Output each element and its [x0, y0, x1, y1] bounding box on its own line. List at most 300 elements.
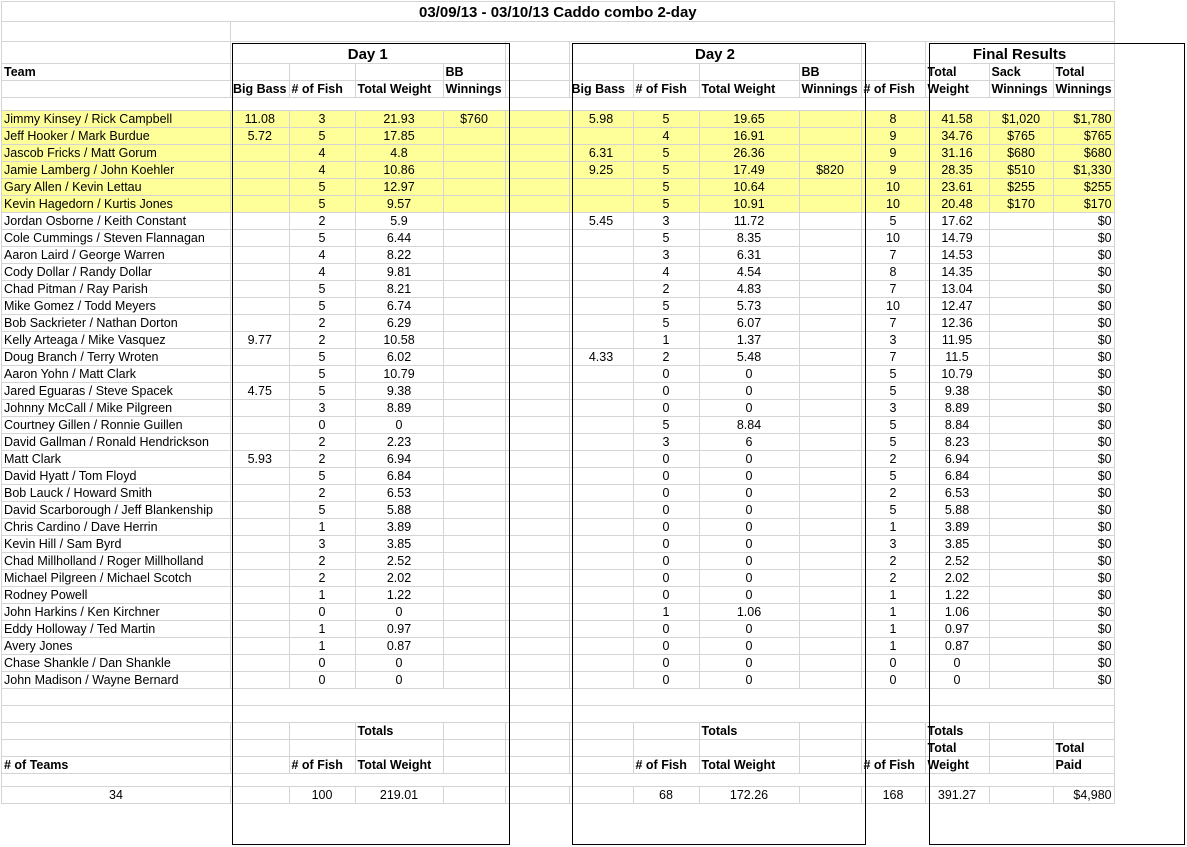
d2-big-bass-cell[interactable]	[569, 519, 633, 536]
final-weight-cell[interactable]: 34.76	[925, 128, 989, 145]
final-weight-cell[interactable]: 6.84	[925, 468, 989, 485]
total-winnings-cell[interactable]: $0	[1053, 434, 1114, 451]
total-winnings-cell[interactable]: $0	[1053, 349, 1114, 366]
sack-winnings-cell[interactable]	[989, 570, 1053, 587]
sack-header-top[interactable]: Sack	[989, 64, 1053, 81]
total-winnings-cell[interactable]: $0	[1053, 553, 1114, 570]
d1-fish-cell[interactable]: 3	[289, 536, 355, 553]
d2-bb-winnings-cell[interactable]	[799, 332, 861, 349]
final-weight-cell[interactable]: 12.47	[925, 298, 989, 315]
total-winnings-cell[interactable]: $0	[1053, 264, 1114, 281]
d1-weight-cell[interactable]: 6.53	[355, 485, 443, 502]
d2-bb-winnings-cell[interactable]	[799, 519, 861, 536]
d2-weight-cell[interactable]: 26.36	[699, 145, 799, 162]
sheet-title[interactable]: 03/09/13 - 03/10/13 Caddo combo 2-day	[2, 2, 1115, 22]
sack-winnings-cell[interactable]	[989, 417, 1053, 434]
d1-weight-cell[interactable]: 21.93	[355, 111, 443, 128]
d1-weight-cell[interactable]: 1.22	[355, 587, 443, 604]
d2-weight-cell[interactable]: 0	[699, 655, 799, 672]
d1-bb-winnings-cell[interactable]	[443, 587, 505, 604]
total-winnings-cell[interactable]: $0	[1053, 485, 1114, 502]
final-fish-cell[interactable]: 10	[861, 230, 925, 247]
d1-big-bass-cell[interactable]	[231, 230, 290, 247]
d2-weight-cell[interactable]: 0	[699, 400, 799, 417]
team-name-cell[interactable]: Jordan Osborne / Keith Constant	[2, 213, 231, 230]
d1-fish-cell[interactable]: 3	[289, 400, 355, 417]
d1-weight-cell[interactable]: 5.9	[355, 213, 443, 230]
final-weight-cell[interactable]: 10.79	[925, 366, 989, 383]
d1-fish-cell[interactable]: 2	[289, 332, 355, 349]
d1-bb-winnings-cell[interactable]	[443, 553, 505, 570]
d1-fish-cell[interactable]: 5	[289, 128, 355, 145]
d2-weight-cell[interactable]: 0	[699, 383, 799, 400]
d1-big-bass-cell[interactable]	[231, 247, 290, 264]
d2-big-bass-cell[interactable]	[569, 502, 633, 519]
final-fish-cell[interactable]: 5	[861, 213, 925, 230]
d2-fish-cell[interactable]: 0	[633, 468, 699, 485]
d2-weight-cell[interactable]: 10.91	[699, 196, 799, 213]
final-weight-cell[interactable]: 5.88	[925, 502, 989, 519]
d1-weight-cell[interactable]: 6.84	[355, 468, 443, 485]
d2-bb-winnings-cell[interactable]	[799, 451, 861, 468]
total-winnings-cell[interactable]: $0	[1053, 400, 1114, 417]
d2-total-weight-label[interactable]: Total Weight	[699, 757, 799, 774]
final-totals-label[interactable]: Totals	[925, 723, 989, 740]
d2-weight-cell[interactable]: 0	[699, 502, 799, 519]
d2-fish-cell[interactable]: 0	[633, 536, 699, 553]
d1-fish-header[interactable]: # of Fish	[289, 81, 355, 98]
d2-fish-cell[interactable]: 5	[633, 298, 699, 315]
d2-fish-cell[interactable]: 0	[633, 502, 699, 519]
d1-bb-winnings-cell[interactable]	[443, 349, 505, 366]
total-winnings-header-top[interactable]: Total	[1053, 64, 1114, 81]
final-weight-header[interactable]: Weight	[925, 81, 989, 98]
d2-big-bass-cell[interactable]	[569, 230, 633, 247]
final-weight-cell[interactable]: 12.36	[925, 315, 989, 332]
team-name-cell[interactable]: David Gallman / Ronald Hendrickson	[2, 434, 231, 451]
d1-weight-cell[interactable]: 0	[355, 604, 443, 621]
d1-big-bass-cell[interactable]	[231, 213, 290, 230]
d2-big-bass-cell[interactable]	[569, 434, 633, 451]
spacer-cell[interactable]	[505, 621, 569, 638]
d2-weight-cell[interactable]: 4.54	[699, 264, 799, 281]
sack-winnings-cell[interactable]	[989, 315, 1053, 332]
num-teams-label[interactable]: # of Teams	[2, 757, 231, 774]
d2-big-bass-cell[interactable]	[569, 587, 633, 604]
spacer-cell[interactable]	[505, 315, 569, 332]
d1-bb-winnings-cell[interactable]	[443, 417, 505, 434]
d2-bb-winnings-cell[interactable]	[799, 230, 861, 247]
d1-weight-cell[interactable]: 8.22	[355, 247, 443, 264]
d2-fish-cell[interactable]: 2	[633, 281, 699, 298]
final-fish-cell[interactable]: 2	[861, 570, 925, 587]
final-fish-cell[interactable]: 8	[861, 111, 925, 128]
d2-big-bass-cell[interactable]	[569, 604, 633, 621]
d2-big-bass-cell[interactable]	[569, 264, 633, 281]
d2-fish-cell[interactable]: 0	[633, 553, 699, 570]
d2-fish-cell[interactable]: 0	[633, 383, 699, 400]
d1-bb-winnings-cell[interactable]	[443, 519, 505, 536]
d1-bb-winnings-cell[interactable]	[443, 366, 505, 383]
sack-winnings-cell[interactable]	[989, 502, 1053, 519]
d1-bb-winnings-cell[interactable]	[443, 621, 505, 638]
spacer-cell[interactable]	[505, 485, 569, 502]
d2-weight-cell[interactable]: 6.07	[699, 315, 799, 332]
final-weight-cell[interactable]: 8.23	[925, 434, 989, 451]
d1-weight-cell[interactable]: 10.58	[355, 332, 443, 349]
d1-weight-cell[interactable]: 12.97	[355, 179, 443, 196]
total-winnings-cell[interactable]: $0	[1053, 638, 1114, 655]
spacer-cell[interactable]	[505, 366, 569, 383]
team-name-cell[interactable]: Avery Jones	[2, 638, 231, 655]
d2-weight-cell[interactable]: 10.64	[699, 179, 799, 196]
d2-big-bass-cell[interactable]	[569, 400, 633, 417]
total-winnings-cell[interactable]: $0	[1053, 621, 1114, 638]
d1-big-bass-cell[interactable]: 9.77	[231, 332, 290, 349]
final-weight-cell[interactable]: 8.89	[925, 400, 989, 417]
d2-bb-winnings-cell[interactable]	[799, 196, 861, 213]
d2-total-weight-value[interactable]: 172.26	[699, 787, 799, 804]
final-weight-cell[interactable]: 11.5	[925, 349, 989, 366]
final-fish-cell[interactable]: 7	[861, 349, 925, 366]
d1-fish-cell[interactable]: 3	[289, 111, 355, 128]
team-name-cell[interactable]: Kelly Arteaga / Mike Vasquez	[2, 332, 231, 349]
team-name-cell[interactable]: Jared Eguaras / Steve Spacek	[2, 383, 231, 400]
sack-winnings-cell[interactable]	[989, 519, 1053, 536]
final-weight-cell[interactable]: 1.22	[925, 587, 989, 604]
sack-winnings-cell[interactable]	[989, 655, 1053, 672]
total-winnings-cell[interactable]: $1,780	[1053, 111, 1114, 128]
final-fish-cell[interactable]: 1	[861, 638, 925, 655]
d2-fish-cell[interactable]: 0	[633, 485, 699, 502]
spacer-cell[interactable]	[505, 298, 569, 315]
d1-weight-cell[interactable]: 0.87	[355, 638, 443, 655]
d2-big-bass-cell[interactable]	[569, 383, 633, 400]
spacer-cell[interactable]	[505, 434, 569, 451]
d1-big-bass-cell[interactable]	[231, 196, 290, 213]
d1-big-bass-cell[interactable]	[231, 519, 290, 536]
spacer-cell[interactable]	[505, 179, 569, 196]
sack-winnings-cell[interactable]	[989, 451, 1053, 468]
total-winnings-cell[interactable]: $170	[1053, 196, 1114, 213]
final-fish-cell[interactable]: 9	[861, 145, 925, 162]
d2-big-bass-cell[interactable]: 5.98	[569, 111, 633, 128]
d2-bb-winnings-cell[interactable]	[799, 264, 861, 281]
final-fish-cell[interactable]: 3	[861, 400, 925, 417]
d2-big-bass-cell[interactable]	[569, 179, 633, 196]
sack-winnings-cell[interactable]	[989, 468, 1053, 485]
team-name-cell[interactable]: Mike Gomez / Todd Meyers	[2, 298, 231, 315]
spacer-cell[interactable]	[505, 536, 569, 553]
final-weight-cell[interactable]: 0	[925, 672, 989, 689]
d2-big-bass-cell[interactable]	[569, 621, 633, 638]
total-winnings-cell[interactable]: $765	[1053, 128, 1114, 145]
d1-weight-cell[interactable]: 3.89	[355, 519, 443, 536]
final-weight-cell[interactable]: 23.61	[925, 179, 989, 196]
d1-bb-winnings-cell[interactable]	[443, 230, 505, 247]
spacer-cell[interactable]	[505, 502, 569, 519]
d2-fish-cell[interactable]: 5	[633, 315, 699, 332]
spacer-cell[interactable]	[505, 655, 569, 672]
d2-fish-cell[interactable]: 1	[633, 332, 699, 349]
total-winnings-cell[interactable]: $0	[1053, 536, 1114, 553]
final-total-weight-label[interactable]: Weight	[925, 757, 989, 774]
d1-weight-cell[interactable]: 2.23	[355, 434, 443, 451]
d2-big-bass-cell[interactable]	[569, 247, 633, 264]
sack-winnings-cell[interactable]: $765	[989, 128, 1053, 145]
team-name-cell[interactable]: Gary Allen / Kevin Lettau	[2, 179, 231, 196]
total-winnings-cell[interactable]: $0	[1053, 519, 1114, 536]
team-name-cell[interactable]: Bob Sackrieter / Nathan Dorton	[2, 315, 231, 332]
d2-fish-cell[interactable]: 5	[633, 230, 699, 247]
d2-big-bass-cell[interactable]: 4.33	[569, 349, 633, 366]
d1-bb-winnings-cell[interactable]	[443, 213, 505, 230]
d1-bb-header[interactable]: Winnings	[443, 81, 505, 98]
d1-weight-cell[interactable]: 0.97	[355, 621, 443, 638]
final-weight-cell[interactable]: 13.04	[925, 281, 989, 298]
sack-winnings-cell[interactable]	[989, 672, 1053, 689]
total-winnings-cell[interactable]: $0	[1053, 247, 1114, 264]
d1-weight-cell[interactable]: 8.21	[355, 281, 443, 298]
d1-bb-winnings-cell[interactable]	[443, 315, 505, 332]
d1-bb-header-top[interactable]: BB	[443, 64, 505, 81]
d1-fish-cell[interactable]: 0	[289, 417, 355, 434]
d2-fish-cell[interactable]: 0	[633, 366, 699, 383]
d2-bb-winnings-cell[interactable]	[799, 604, 861, 621]
team-name-cell[interactable]: Jeff Hooker / Mark Burdue	[2, 128, 231, 145]
d1-fish-cell[interactable]: 2	[289, 553, 355, 570]
d2-weight-header[interactable]: Total Weight	[699, 81, 799, 98]
d1-fish-cell[interactable]: 5	[289, 366, 355, 383]
d2-weight-cell[interactable]: 6	[699, 434, 799, 451]
d2-weight-cell[interactable]: 0	[699, 672, 799, 689]
final-fish-cell[interactable]: 3	[861, 536, 925, 553]
d2-bb-winnings-cell[interactable]	[799, 536, 861, 553]
d2-weight-cell[interactable]: 0	[699, 485, 799, 502]
d2-big-bass-cell[interactable]	[569, 570, 633, 587]
final-fish-cell[interactable]: 9	[861, 128, 925, 145]
sack-winnings-cell[interactable]: $680	[989, 145, 1053, 162]
total-winnings-cell[interactable]: $0	[1053, 315, 1114, 332]
team-name-cell[interactable]: Johnny McCall / Mike Pilgreen	[2, 400, 231, 417]
final-total-fish-label[interactable]: # of Fish	[861, 757, 925, 774]
d2-weight-cell[interactable]: 8.84	[699, 417, 799, 434]
d1-bb-winnings-cell[interactable]: $760	[443, 111, 505, 128]
d1-bb-winnings-cell[interactable]	[443, 247, 505, 264]
d2-big-bass-cell[interactable]	[569, 417, 633, 434]
final-fish-cell[interactable]: 5	[861, 468, 925, 485]
team-name-cell[interactable]: David Scarborough / Jeff Blankenship	[2, 502, 231, 519]
d1-weight-cell[interactable]: 2.02	[355, 570, 443, 587]
d1-big-bass-cell[interactable]	[231, 264, 290, 281]
d2-weight-cell[interactable]: 0	[699, 553, 799, 570]
sack-winnings-cell[interactable]	[989, 366, 1053, 383]
d2-weight-cell[interactable]: 5.73	[699, 298, 799, 315]
d2-big-bass-cell[interactable]: 6.31	[569, 145, 633, 162]
d1-weight-cell[interactable]: 0	[355, 672, 443, 689]
d2-big-bass-cell[interactable]: 5.45	[569, 213, 633, 230]
team-name-cell[interactable]: Jimmy Kinsey / Rick Campbell	[2, 111, 231, 128]
d2-fish-cell[interactable]: 0	[633, 638, 699, 655]
d1-fish-cell[interactable]: 2	[289, 570, 355, 587]
d1-total-weight-value[interactable]: 219.01	[355, 787, 443, 804]
d2-fish-cell[interactable]: 1	[633, 604, 699, 621]
sack-winnings-cell[interactable]	[989, 383, 1053, 400]
sack-winnings-cell[interactable]: $170	[989, 196, 1053, 213]
d1-weight-cell[interactable]: 6.44	[355, 230, 443, 247]
d2-bb-winnings-cell[interactable]	[799, 111, 861, 128]
d1-fish-cell[interactable]: 4	[289, 162, 355, 179]
team-name-cell[interactable]: Aaron Laird / George Warren	[2, 247, 231, 264]
sack-winnings-cell[interactable]	[989, 536, 1053, 553]
d2-fish-cell[interactable]: 5	[633, 145, 699, 162]
final-total-fish-value[interactable]: 168	[861, 787, 925, 804]
d2-fish-cell[interactable]: 0	[633, 621, 699, 638]
d2-weight-cell[interactable]: 1.06	[699, 604, 799, 621]
team-name-cell[interactable]: Cody Dollar / Randy Dollar	[2, 264, 231, 281]
total-winnings-header[interactable]: Winnings	[1053, 81, 1114, 98]
d1-big-bass-cell[interactable]	[231, 400, 290, 417]
sack-winnings-cell[interactable]	[989, 298, 1053, 315]
final-fish-cell[interactable]: 3	[861, 332, 925, 349]
spacer-cell[interactable]	[505, 213, 569, 230]
team-name-cell[interactable]: David Hyatt / Tom Floyd	[2, 468, 231, 485]
d2-weight-cell[interactable]: 0	[699, 621, 799, 638]
total-paid-value[interactable]: $4,980	[1053, 787, 1114, 804]
d1-big-bass-cell[interactable]	[231, 281, 290, 298]
d1-weight-cell[interactable]: 0	[355, 417, 443, 434]
final-fish-cell[interactable]: 1	[861, 519, 925, 536]
d1-weight-cell[interactable]: 6.94	[355, 451, 443, 468]
d1-fish-cell[interactable]: 5	[289, 281, 355, 298]
d2-fish-header[interactable]: # of Fish	[633, 81, 699, 98]
team-name-cell[interactable]: John Harkins / Ken Kirchner	[2, 604, 231, 621]
d2-big-bass-header[interactable]: Big Bass	[569, 81, 633, 98]
spacer-cell[interactable]	[505, 196, 569, 213]
sack-winnings-cell[interactable]	[989, 604, 1053, 621]
d1-big-bass-cell[interactable]	[231, 485, 290, 502]
d2-weight-cell[interactable]: 6.31	[699, 247, 799, 264]
d2-weight-cell[interactable]: 0	[699, 519, 799, 536]
d2-big-bass-cell[interactable]	[569, 196, 633, 213]
d2-fish-cell[interactable]: 4	[633, 264, 699, 281]
spacer-cell[interactable]	[505, 468, 569, 485]
team-name-cell[interactable]: Jamie Lamberg / John Koehler	[2, 162, 231, 179]
d1-weight-header[interactable]: Total Weight	[355, 81, 443, 98]
total-winnings-cell[interactable]: $0	[1053, 655, 1114, 672]
team-header[interactable]: Team	[2, 64, 231, 81]
spacer-cell[interactable]	[505, 281, 569, 298]
spacer-cell[interactable]	[505, 128, 569, 145]
d1-total-fish-label[interactable]: # of Fish	[289, 757, 355, 774]
d2-big-bass-cell[interactable]	[569, 451, 633, 468]
total-winnings-cell[interactable]: $0	[1053, 570, 1114, 587]
d2-bb-winnings-cell[interactable]	[799, 434, 861, 451]
final-weight-cell[interactable]: 14.53	[925, 247, 989, 264]
final-fish-cell[interactable]: 10	[861, 196, 925, 213]
sack-winnings-cell[interactable]	[989, 485, 1053, 502]
d1-fish-cell[interactable]: 5	[289, 502, 355, 519]
d2-bb-winnings-cell[interactable]	[799, 400, 861, 417]
total-winnings-cell[interactable]: $0	[1053, 332, 1114, 349]
d1-bb-winnings-cell[interactable]	[443, 281, 505, 298]
total-winnings-cell[interactable]: $0	[1053, 587, 1114, 604]
team-name-cell[interactable]: Chad Pitman / Ray Parish	[2, 281, 231, 298]
spacer-cell[interactable]	[505, 264, 569, 281]
d2-big-bass-cell[interactable]	[569, 672, 633, 689]
d2-big-bass-cell[interactable]	[569, 536, 633, 553]
d1-fish-cell[interactable]: 5	[289, 383, 355, 400]
team-name-cell[interactable]: Bob Lauck / Howard Smith	[2, 485, 231, 502]
final-weight-cell[interactable]: 3.85	[925, 536, 989, 553]
final-weight-cell[interactable]: 0	[925, 655, 989, 672]
d2-bb-winnings-cell[interactable]	[799, 621, 861, 638]
d2-weight-cell[interactable]: 0	[699, 366, 799, 383]
d2-bb-winnings-cell[interactable]	[799, 366, 861, 383]
d2-bb-winnings-cell[interactable]	[799, 672, 861, 689]
d1-weight-cell[interactable]: 10.86	[355, 162, 443, 179]
total-winnings-cell[interactable]: $1,330	[1053, 162, 1114, 179]
d1-big-bass-cell[interactable]	[231, 179, 290, 196]
d2-weight-cell[interactable]: 0	[699, 638, 799, 655]
sack-winnings-cell[interactable]	[989, 213, 1053, 230]
d2-big-bass-cell[interactable]	[569, 553, 633, 570]
final-fish-cell[interactable]: 2	[861, 451, 925, 468]
sack-winnings-cell[interactable]: $1,020	[989, 111, 1053, 128]
d2-weight-cell[interactable]: 5.48	[699, 349, 799, 366]
d2-fish-cell[interactable]: 0	[633, 672, 699, 689]
d1-big-bass-cell[interactable]	[231, 349, 290, 366]
sack-winnings-cell[interactable]	[989, 264, 1053, 281]
spacer-cell[interactable]	[505, 604, 569, 621]
total-winnings-cell[interactable]: $0	[1053, 213, 1114, 230]
sack-winnings-cell[interactable]	[989, 638, 1053, 655]
d1-bb-winnings-cell[interactable]	[443, 264, 505, 281]
d1-big-bass-cell[interactable]	[231, 162, 290, 179]
d2-big-bass-cell[interactable]	[569, 128, 633, 145]
d1-bb-winnings-cell[interactable]	[443, 638, 505, 655]
final-weight-cell[interactable]: 3.89	[925, 519, 989, 536]
team-name-cell[interactable]: Aaron Yohn / Matt Clark	[2, 366, 231, 383]
total-winnings-cell[interactable]: $255	[1053, 179, 1114, 196]
final-fish-cell[interactable]: 7	[861, 247, 925, 264]
sack-winnings-cell[interactable]	[989, 621, 1053, 638]
d2-weight-cell[interactable]: 0	[699, 468, 799, 485]
d1-fish-cell[interactable]: 1	[289, 519, 355, 536]
d1-big-bass-cell[interactable]	[231, 315, 290, 332]
d2-fish-cell[interactable]: 0	[633, 451, 699, 468]
final-total-weight-label-top[interactable]: Total	[925, 740, 989, 757]
sack-winnings-cell[interactable]	[989, 230, 1053, 247]
sack-winnings-cell[interactable]	[989, 247, 1053, 264]
d1-bb-winnings-cell[interactable]	[443, 570, 505, 587]
spacer-cell[interactable]	[505, 162, 569, 179]
spacer-cell[interactable]	[505, 553, 569, 570]
d1-fish-cell[interactable]: 0	[289, 672, 355, 689]
d1-bb-winnings-cell[interactable]	[443, 672, 505, 689]
final-weight-cell[interactable]: 2.52	[925, 553, 989, 570]
d1-big-bass-cell[interactable]	[231, 298, 290, 315]
sack-winnings-cell[interactable]: $510	[989, 162, 1053, 179]
d1-weight-cell[interactable]: 6.02	[355, 349, 443, 366]
d1-bb-winnings-cell[interactable]	[443, 196, 505, 213]
d1-fish-cell[interactable]: 2	[289, 485, 355, 502]
final-weight-cell[interactable]: 28.35	[925, 162, 989, 179]
final-weight-cell[interactable]: 31.16	[925, 145, 989, 162]
total-winnings-cell[interactable]: $680	[1053, 145, 1114, 162]
team-name-cell[interactable]: Kevin Hagedorn / Kurtis Jones	[2, 196, 231, 213]
d1-bb-winnings-cell[interactable]	[443, 145, 505, 162]
